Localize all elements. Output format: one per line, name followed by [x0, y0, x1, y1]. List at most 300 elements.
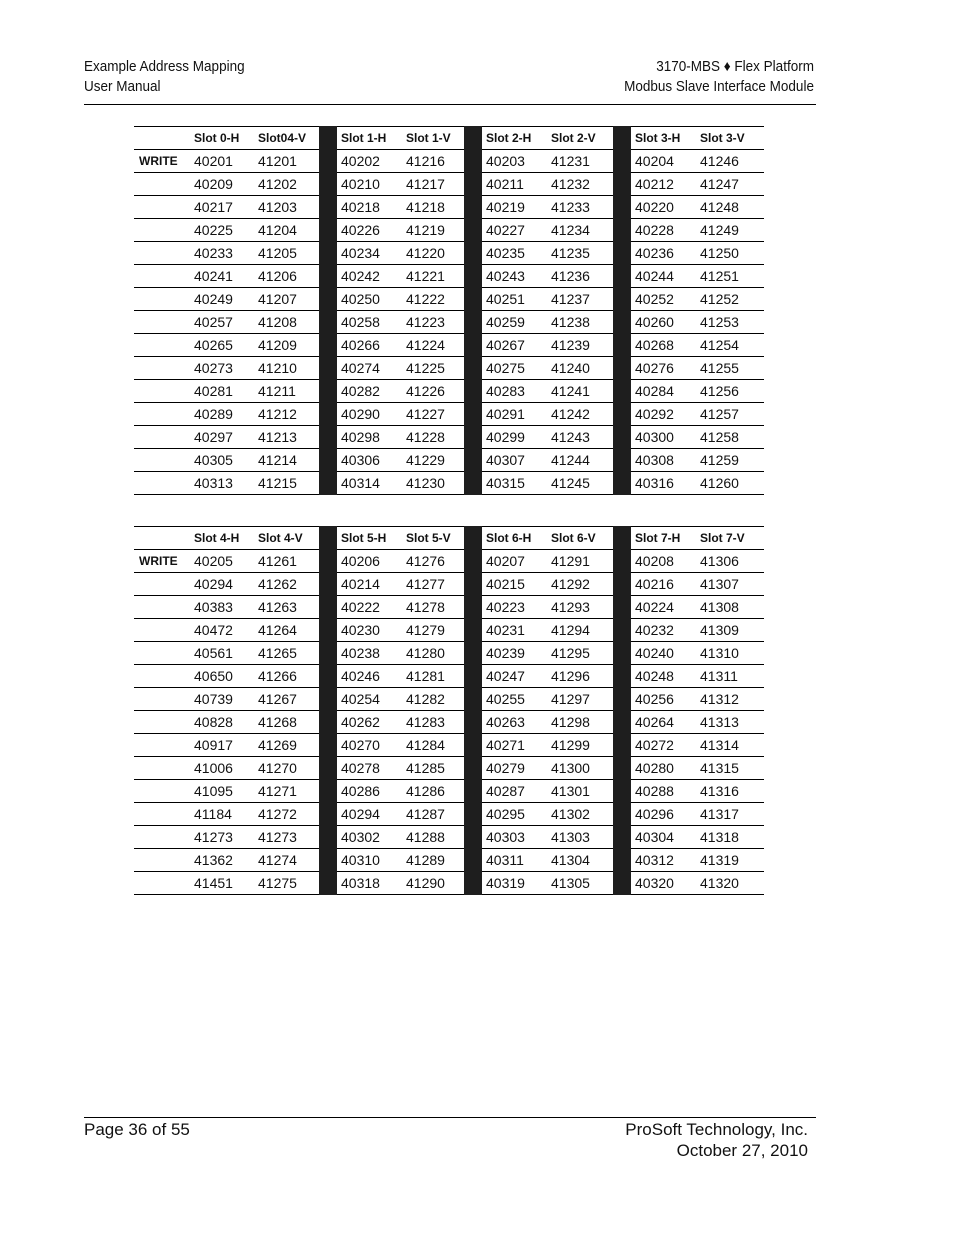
register-address: 40294: [337, 803, 402, 826]
register-address: 40299: [482, 426, 547, 449]
register-address: 41293: [547, 596, 613, 619]
table-row: [134, 242, 764, 265]
register-address: 40240: [631, 642, 696, 665]
table-row: [134, 311, 764, 334]
register-address: 40208: [631, 550, 696, 573]
column-separator: [464, 665, 482, 688]
register-address: 40220: [631, 196, 696, 219]
register-address: 40223: [482, 596, 547, 619]
column-separator: [464, 127, 482, 150]
register-address: 41245: [547, 472, 613, 495]
table-row: [134, 426, 764, 449]
header-left: [84, 57, 245, 97]
register-address: 41247: [696, 173, 764, 196]
register-address: 41095: [190, 780, 254, 803]
column-header: Slot 3-V: [696, 127, 764, 150]
column-separator: [319, 426, 337, 449]
table-row: [134, 196, 764, 219]
register-address: 40313: [190, 472, 254, 495]
register-address: 40283: [482, 380, 547, 403]
register-address: 40254: [337, 688, 402, 711]
row-label: [134, 688, 190, 711]
register-address: 40216: [631, 573, 696, 596]
register-address: 41233: [547, 196, 613, 219]
register-address: 40281: [190, 380, 254, 403]
column-separator: [464, 872, 482, 895]
column-separator: [613, 711, 631, 734]
register-address: 41451: [190, 872, 254, 895]
register-address: 40270: [337, 734, 402, 757]
register-address: 41237: [547, 288, 613, 311]
table-row: [134, 826, 764, 849]
column-separator: [464, 357, 482, 380]
column-separator: [464, 826, 482, 849]
column-header: Slot 7-V: [696, 527, 764, 550]
row-label: [134, 803, 190, 826]
table-row: [134, 596, 764, 619]
column-separator: [319, 472, 337, 495]
table-row: [134, 357, 764, 380]
column-separator: [464, 803, 482, 826]
register-address: 41304: [547, 849, 613, 872]
column-separator: [613, 803, 631, 826]
header-divider: [84, 104, 816, 105]
column-separator: [613, 380, 631, 403]
register-address: 40204: [631, 150, 696, 173]
register-address: 41211: [254, 380, 319, 403]
register-address: 40262: [337, 711, 402, 734]
row-label: [134, 288, 190, 311]
column-separator: [319, 711, 337, 734]
register-address: 41210: [254, 357, 319, 380]
register-address: 40218: [337, 196, 402, 219]
register-address: 41251: [696, 265, 764, 288]
register-address: 41184: [190, 803, 254, 826]
register-address: 40252: [631, 288, 696, 311]
column-separator: [319, 734, 337, 757]
column-separator: [319, 550, 337, 573]
column-separator: [613, 550, 631, 573]
row-label: [134, 872, 190, 895]
column-separator: [613, 196, 631, 219]
register-address: 40256: [631, 688, 696, 711]
register-address: 41303: [547, 826, 613, 849]
register-address: 41269: [254, 734, 319, 757]
register-address: 40287: [482, 780, 547, 803]
register-address: 41320: [696, 872, 764, 895]
register-address: 41307: [696, 573, 764, 596]
row-label: [134, 619, 190, 642]
row-label: [134, 734, 190, 757]
register-address: 40228: [631, 219, 696, 242]
register-address: 40273: [190, 357, 254, 380]
header-row: [134, 527, 764, 550]
register-address: 41249: [696, 219, 764, 242]
row-label: WRITE: [134, 150, 190, 173]
register-address: 41258: [696, 426, 764, 449]
register-address: 40308: [631, 449, 696, 472]
register-address: 40214: [337, 573, 402, 596]
register-address: 41239: [547, 334, 613, 357]
register-address: 40267: [482, 334, 547, 357]
register-address: 40209: [190, 173, 254, 196]
column-separator: [613, 872, 631, 895]
register-address: 41228: [402, 426, 464, 449]
register-address: 41254: [696, 334, 764, 357]
register-address: 40227: [482, 219, 547, 242]
register-address: 40249: [190, 288, 254, 311]
column-separator: [464, 596, 482, 619]
register-address: 41214: [254, 449, 319, 472]
register-address: 40263: [482, 711, 547, 734]
register-address: 41308: [696, 596, 764, 619]
register-address: 41313: [696, 711, 764, 734]
register-address: 41241: [547, 380, 613, 403]
table-row: [134, 872, 764, 895]
register-address: 41236: [547, 265, 613, 288]
register-address: 40318: [337, 872, 402, 895]
row-label: [134, 265, 190, 288]
register-address: 41270: [254, 757, 319, 780]
address-table-slots-4-7: [134, 526, 764, 895]
column-separator: [613, 780, 631, 803]
section-title: Example Address Mapping: [84, 58, 245, 75]
column-separator: [319, 826, 337, 849]
register-address: 41208: [254, 311, 319, 334]
register-address: 41252: [696, 288, 764, 311]
column-separator: [464, 849, 482, 872]
register-address: 41206: [254, 265, 319, 288]
register-address: 40298: [337, 426, 402, 449]
table-row: [134, 757, 764, 780]
column-header: Slot 0-H: [190, 127, 254, 150]
register-address: 41260: [696, 472, 764, 495]
register-address: 40274: [337, 357, 402, 380]
register-address: 41201: [254, 150, 319, 173]
table-row: [134, 780, 764, 803]
register-address: 40222: [337, 596, 402, 619]
register-address: 40305: [190, 449, 254, 472]
product-name: 3170-MBS ♦ Flex Platform: [656, 58, 814, 75]
column-separator: [613, 403, 631, 426]
header-right: [624, 57, 814, 97]
register-address: 41264: [254, 619, 319, 642]
column-separator: [613, 219, 631, 242]
register-address: 40248: [631, 665, 696, 688]
register-address: 40238: [337, 642, 402, 665]
row-label: [134, 642, 190, 665]
register-address: 41282: [402, 688, 464, 711]
row-label: [134, 472, 190, 495]
column-separator: [613, 265, 631, 288]
column-separator: [464, 711, 482, 734]
register-address: 40247: [482, 665, 547, 688]
register-address: 41222: [402, 288, 464, 311]
register-address: 41318: [696, 826, 764, 849]
column-separator: [613, 665, 631, 688]
register-address: 40207: [482, 550, 547, 573]
register-address: 40260: [631, 311, 696, 334]
register-address: 40241: [190, 265, 254, 288]
register-address: 40561: [190, 642, 254, 665]
row-label: [134, 757, 190, 780]
row-label: [134, 380, 190, 403]
register-address: 41314: [696, 734, 764, 757]
column-separator: [464, 380, 482, 403]
column-separator: [319, 357, 337, 380]
table-row: [134, 403, 764, 426]
table-row: [134, 265, 764, 288]
row-label: [134, 573, 190, 596]
row-label: [134, 596, 190, 619]
register-address: 40250: [337, 288, 402, 311]
column-separator: [319, 803, 337, 826]
register-address: 40304: [631, 826, 696, 849]
row-label: [134, 311, 190, 334]
register-address: 40246: [337, 665, 402, 688]
register-address: 40319: [482, 872, 547, 895]
page-number: Page 36 of 55: [84, 1120, 190, 1139]
register-address: 41300: [547, 757, 613, 780]
register-address: 40472: [190, 619, 254, 642]
register-address: 40296: [631, 803, 696, 826]
register-address: 41218: [402, 196, 464, 219]
row-label: [134, 173, 190, 196]
column-separator: [319, 196, 337, 219]
register-address: 40282: [337, 380, 402, 403]
register-address: 41242: [547, 403, 613, 426]
table-row: [134, 449, 764, 472]
product-description: Modbus Slave Interface Module: [624, 78, 814, 95]
column-separator: [613, 527, 631, 550]
column-separator: [464, 219, 482, 242]
register-address: 40289: [190, 403, 254, 426]
row-label: [134, 449, 190, 472]
column-separator: [613, 334, 631, 357]
register-address: 40224: [631, 596, 696, 619]
column-separator: [464, 449, 482, 472]
column-separator: [319, 780, 337, 803]
column-separator: [319, 288, 337, 311]
register-address: 41290: [402, 872, 464, 895]
register-address: 40280: [631, 757, 696, 780]
register-address: 40232: [631, 619, 696, 642]
column-separator: [613, 242, 631, 265]
register-address: 40255: [482, 688, 547, 711]
column-separator: [464, 780, 482, 803]
row-label: [134, 426, 190, 449]
column-separator: [319, 849, 337, 872]
column-separator: [613, 173, 631, 196]
register-address: 40291: [482, 403, 547, 426]
register-address: 41224: [402, 334, 464, 357]
column-header: Slot 2-V: [547, 127, 613, 150]
register-address: 40233: [190, 242, 254, 265]
register-address: 41213: [254, 426, 319, 449]
column-separator: [613, 288, 631, 311]
register-address: 41246: [696, 150, 764, 173]
column-separator: [613, 757, 631, 780]
column-header: Slot 7-H: [631, 527, 696, 550]
column-separator: [319, 449, 337, 472]
column-separator: [319, 642, 337, 665]
register-address: 41232: [547, 173, 613, 196]
register-address: 41253: [696, 311, 764, 334]
register-address: 40206: [337, 550, 402, 573]
column-header: Slot 1-H: [337, 127, 402, 150]
register-address: 40307: [482, 449, 547, 472]
register-address: 41263: [254, 596, 319, 619]
register-address: 41302: [547, 803, 613, 826]
column-header: Slot 2-H: [482, 127, 547, 150]
register-address: 40279: [482, 757, 547, 780]
row-label: [134, 665, 190, 688]
header-row: [134, 127, 764, 150]
column-separator: [464, 173, 482, 196]
register-address: 40219: [482, 196, 547, 219]
register-address: 41286: [402, 780, 464, 803]
register-address: 41273: [190, 826, 254, 849]
row-label-header: [134, 527, 190, 550]
column-separator: [319, 872, 337, 895]
register-address: 41275: [254, 872, 319, 895]
table-row: [134, 619, 764, 642]
column-separator: [319, 527, 337, 550]
register-address: 41230: [402, 472, 464, 495]
register-address: 41281: [402, 665, 464, 688]
register-address: 41202: [254, 173, 319, 196]
register-address: 41268: [254, 711, 319, 734]
register-address: 41229: [402, 449, 464, 472]
register-address: 40286: [337, 780, 402, 803]
register-address: 41288: [402, 826, 464, 849]
company-name: ProSoft Technology, Inc.: [625, 1120, 808, 1139]
column-separator: [464, 472, 482, 495]
register-address: 40244: [631, 265, 696, 288]
register-address: 41291: [547, 550, 613, 573]
column-separator: [464, 242, 482, 265]
register-address: 41296: [547, 665, 613, 688]
register-address: 41319: [696, 849, 764, 872]
column-separator: [464, 311, 482, 334]
register-address: 41273: [254, 826, 319, 849]
register-address: 41278: [402, 596, 464, 619]
row-label: [134, 849, 190, 872]
register-address: 40314: [337, 472, 402, 495]
register-address: 40203: [482, 150, 547, 173]
register-address: 41243: [547, 426, 613, 449]
column-separator: [319, 665, 337, 688]
register-address: 40235: [482, 242, 547, 265]
table-row: [134, 849, 764, 872]
register-address: 41315: [696, 757, 764, 780]
column-separator: [319, 150, 337, 173]
register-address: 40320: [631, 872, 696, 895]
row-label: [134, 242, 190, 265]
column-separator: [464, 334, 482, 357]
column-separator: [464, 288, 482, 311]
column-separator: [319, 311, 337, 334]
register-address: 40259: [482, 311, 547, 334]
register-address: 41261: [254, 550, 319, 573]
row-label: WRITE: [134, 550, 190, 573]
register-address: 40311: [482, 849, 547, 872]
register-address: 41223: [402, 311, 464, 334]
register-address: 41259: [696, 449, 764, 472]
row-label: [134, 711, 190, 734]
table-row: [134, 573, 764, 596]
row-label: [134, 357, 190, 380]
register-address: 41212: [254, 403, 319, 426]
table-row: [134, 150, 764, 173]
register-address: 41272: [254, 803, 319, 826]
register-address: 41250: [696, 242, 764, 265]
register-address: 41217: [402, 173, 464, 196]
column-header: Slot 3-H: [631, 127, 696, 150]
register-address: 41216: [402, 150, 464, 173]
register-address: 41309: [696, 619, 764, 642]
register-address: 40383: [190, 596, 254, 619]
register-address: 40234: [337, 242, 402, 265]
column-separator: [613, 642, 631, 665]
register-address: 41266: [254, 665, 319, 688]
register-address: 40276: [631, 357, 696, 380]
column-separator: [464, 573, 482, 596]
register-address: 41248: [696, 196, 764, 219]
register-address: 40265: [190, 334, 254, 357]
column-separator: [464, 527, 482, 550]
register-address: 41310: [696, 642, 764, 665]
column-header: Slot 4-V: [254, 527, 319, 550]
column-separator: [319, 619, 337, 642]
column-header: Slot04-V: [254, 127, 319, 150]
register-address: 41279: [402, 619, 464, 642]
register-address: 41207: [254, 288, 319, 311]
column-header: Slot 6-V: [547, 527, 613, 550]
register-address: 40315: [482, 472, 547, 495]
register-address: 41215: [254, 472, 319, 495]
register-address: 41227: [402, 403, 464, 426]
register-address: 41265: [254, 642, 319, 665]
register-address: 41231: [547, 150, 613, 173]
column-separator: [613, 849, 631, 872]
register-address: 41225: [402, 357, 464, 380]
register-address: 41220: [402, 242, 464, 265]
register-address: 40271: [482, 734, 547, 757]
column-separator: [613, 826, 631, 849]
register-address: 41301: [547, 780, 613, 803]
column-separator: [613, 311, 631, 334]
register-address: 41221: [402, 265, 464, 288]
address-table-slots-0-3: [134, 126, 764, 495]
column-separator: [464, 426, 482, 449]
column-separator: [464, 550, 482, 573]
register-address: 40306: [337, 449, 402, 472]
register-address: 41267: [254, 688, 319, 711]
register-address: 40284: [631, 380, 696, 403]
column-separator: [319, 380, 337, 403]
register-address: 41255: [696, 357, 764, 380]
register-address: 41283: [402, 711, 464, 734]
register-address: 40302: [337, 826, 402, 849]
column-header: Slot 6-H: [482, 527, 547, 550]
register-address: 41306: [696, 550, 764, 573]
register-address: 41295: [547, 642, 613, 665]
table-row: [134, 711, 764, 734]
table-row: [134, 380, 764, 403]
register-address: 40650: [190, 665, 254, 688]
register-address: 40290: [337, 403, 402, 426]
